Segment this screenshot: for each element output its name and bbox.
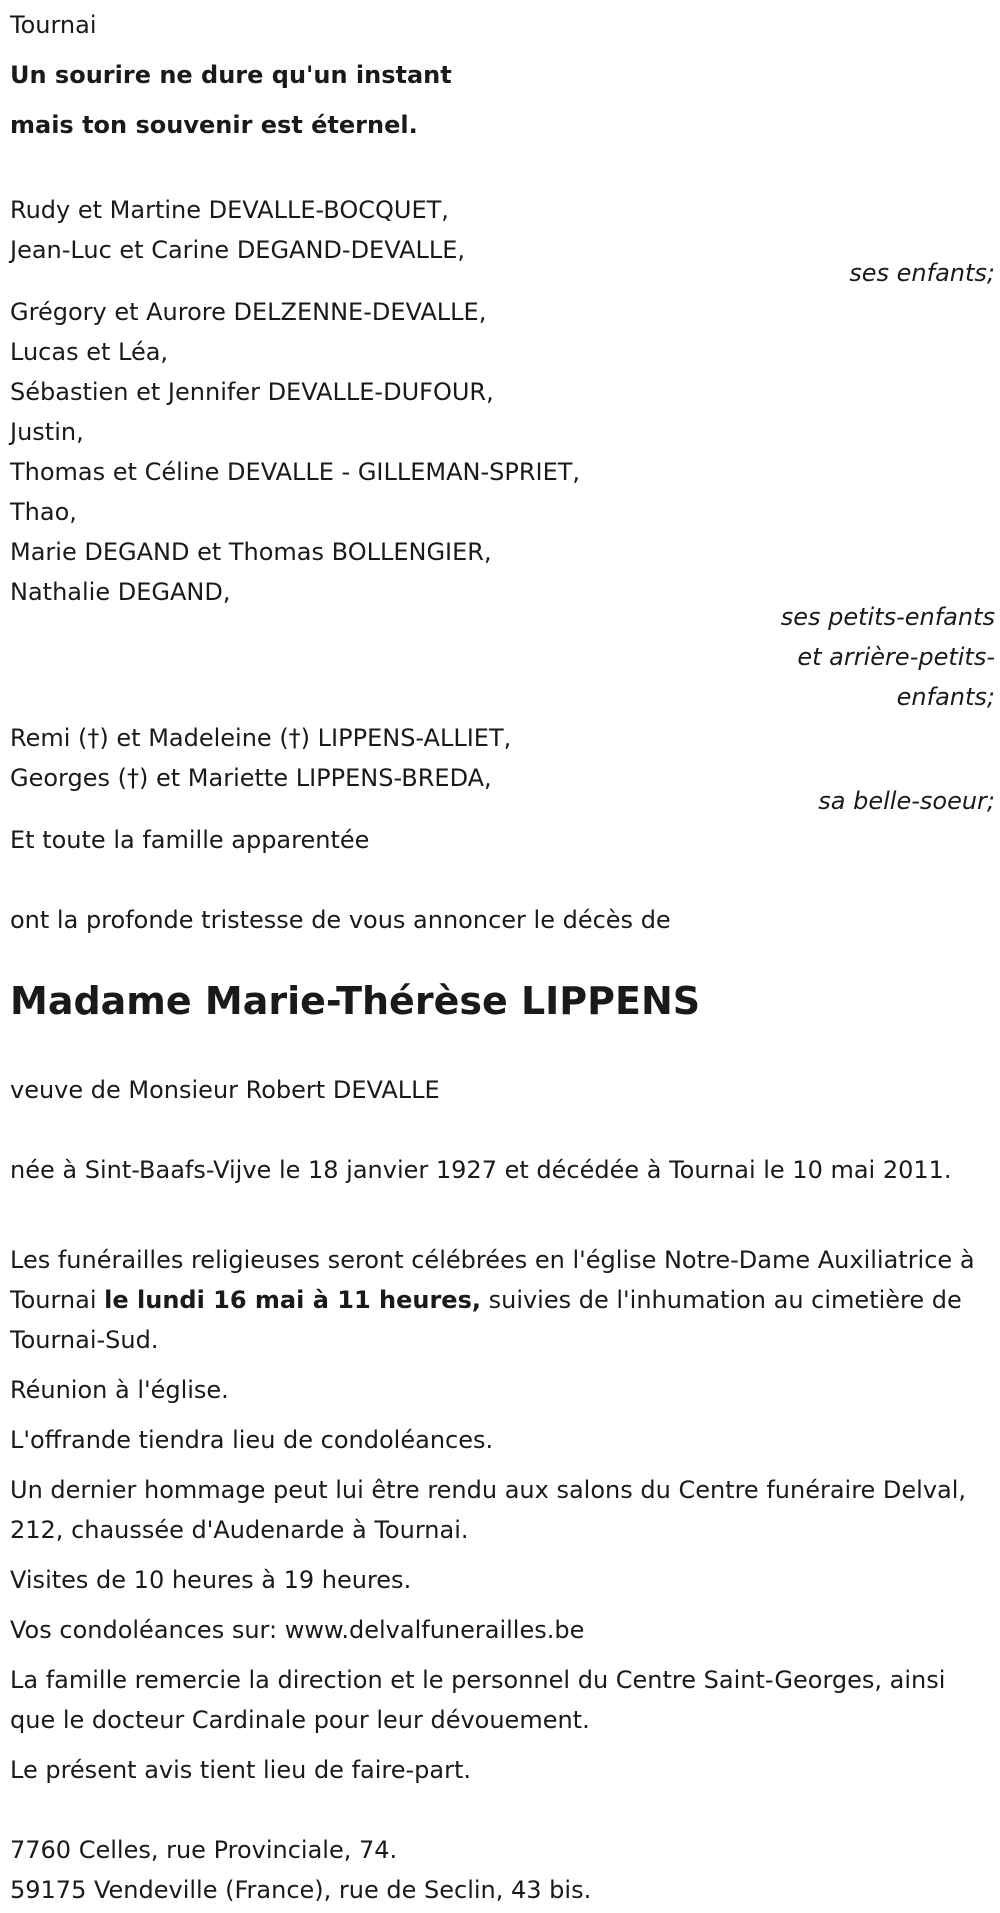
funeral-text-start: Les funérailles religieuses seront célébrées en l'église Notre-Dame Auxiliatrice à Tournai [10,1246,975,1314]
funeral-details [10,1240,995,1360]
child-name: Rudy et Martine DEVALLE-BOCQUET, [10,196,449,224]
homage-note: Un dernier hommage peut lui être rendu aux salons du Centre funéraire Delval, 212, chaussée d'Audenarde à Tournai. [10,1476,967,1544]
meeting-note: Réunion à l'église. [10,1376,229,1404]
grandchild-name: Sébastien et Jennifer DEVALLE-DUFOUR, [10,378,494,406]
grandchild-name: Lucas et Léa, [10,338,169,366]
grandchild-name: Thomas et Céline DEVALLE - GILLEMAN-SPRIET, [10,458,581,486]
grandchild-name: Marie DEGAND et Thomas BOLLENGIER, [10,538,492,566]
family-line: Et toute la famille apparentée [10,826,370,854]
condolences-note: Vos condoléances sur: www.delvalfunerailles.be [10,1616,585,1644]
grandchild-name: Justin, [10,418,84,446]
offering-note: L'offrande tiendra lieu de condoléances. [10,1426,494,1454]
relation-grandchildren-3: enfants; [896,683,995,711]
funeral-date-time: le lundi 16 mai à 11 heures, [104,1286,481,1314]
sister-in-law-name: Georges (†) et Mariette LIPPENS-BREDA, [10,764,492,792]
widow-of: veuve de Monsieur Robert DEVALLE [10,1076,440,1104]
funeral-text-end: suivies de l'inhumation au cimetière de Tournai-Sud. [10,1286,962,1354]
relation-children: ses enfants; [849,259,995,287]
deceased-name: Madame Marie-Thérèse LIPPENS [10,979,701,1023]
visits-note: Visites de 10 heures à 19 heures. [10,1566,412,1594]
relation-grandchildren-1: ses petits-enfants [780,603,995,631]
city-label: Tournai [10,11,97,39]
quote-line-2: mais ton souvenir est éternel. [10,111,418,139]
address-line: 59175 Vendeville (France), rue de Seclin, 43 bis. [10,1876,592,1904]
grandchild-name: Grégory et Aurore DELZENNE-DEVALLE, [10,298,487,326]
announcement: ont la profonde tristesse de vous annoncer le décès de [10,906,671,934]
grandchild-name: Thao, [10,498,77,526]
child-name: Jean-Luc et Carine DEGAND-DEVALLE, [10,236,466,264]
relation-grandchildren-2: et arrière-petits- [797,643,995,671]
thanks-note: La famille remercie la direction et le personnel du Centre Saint-Georges, ainsi que le docteur Cardinale pour leur dévouement. [10,1666,946,1734]
relation-sister-in-law: sa belle-soeur; [818,787,995,815]
birth-death-dates: née à Sint-Baafs-Vijve le 18 janvier 1927 et décédée à Tournai le 10 mai 2011. [10,1156,952,1184]
sister-in-law-name: Remi (†) et Madeleine (†) LIPPENS-ALLIET, [10,724,512,752]
quote-line-1: Un sourire ne dure qu'un instant [10,61,452,89]
grandchild-name: Nathalie DEGAND, [10,578,231,606]
address-line: 7760 Celles, rue Provinciale, 74. [10,1836,398,1864]
notice-note: Le présent avis tient lieu de faire-part. [10,1756,472,1784]
